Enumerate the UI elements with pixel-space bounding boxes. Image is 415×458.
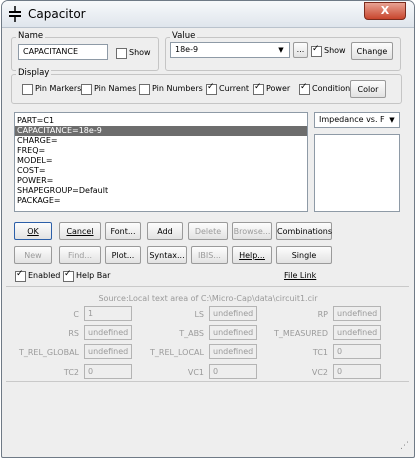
param-value-t-rel-global: undefined xyxy=(84,344,132,359)
capacitor-icon xyxy=(8,6,22,22)
name-show-label: Show xyxy=(129,48,151,57)
title-bar[interactable] xyxy=(2,1,414,28)
browse-button: Browse... xyxy=(232,222,272,240)
list-item[interactable]: PART=C1 xyxy=(17,116,55,125)
power-label: Power xyxy=(266,84,291,93)
param-value-c: 1 xyxy=(84,306,132,321)
list-item-selected[interactable]: CAPACITANCE=18e-9 xyxy=(15,126,307,136)
param-value-rp: undefined xyxy=(333,306,381,321)
help-button[interactable]: Help... xyxy=(232,246,272,264)
value-show-label: Show xyxy=(324,46,346,55)
value-group-label: Value xyxy=(172,31,196,41)
delete-button: Delete xyxy=(188,222,228,240)
param-label-t-rel-global: T_REL_GLOBAL xyxy=(18,348,79,357)
resize-grip-icon[interactable]: ⋰ xyxy=(400,441,409,451)
current-label: Current xyxy=(219,84,250,93)
capacitor-dialog xyxy=(1,0,415,458)
font-button[interactable]: Font... xyxy=(105,222,141,240)
list-item[interactable]: PACKAGE= xyxy=(17,196,61,205)
list-item[interactable]: FREQ= xyxy=(17,146,46,155)
param-value-t-abs: undefined xyxy=(209,325,257,340)
param-value-ls: undefined xyxy=(209,306,257,321)
close-button[interactable]: X xyxy=(364,2,406,20)
param-label-vc2: VC2 xyxy=(311,368,328,377)
list-item[interactable]: SHAPEGROUP=Default xyxy=(17,186,109,195)
list-item[interactable]: COST= xyxy=(17,166,46,175)
current-checkbox[interactable] xyxy=(206,84,217,95)
param-label-tc1: TC1 xyxy=(312,348,328,357)
color-button[interactable]: Color xyxy=(350,80,386,98)
pin-names-checkbox[interactable] xyxy=(81,84,92,95)
param-label-tc2: TC2 xyxy=(63,368,79,377)
param-value-vc1: 0 xyxy=(209,364,257,379)
value-dropdown-arrow-icon[interactable]: ▼ xyxy=(278,46,284,54)
pin-markers-checkbox[interactable] xyxy=(22,84,33,95)
cancel-button[interactable]: Cancel xyxy=(59,222,101,240)
help-bar-label: Help Bar xyxy=(76,271,111,280)
list-item[interactable]: MODEL= xyxy=(17,156,53,165)
param-value-tc2: 0 xyxy=(84,364,132,379)
name-field[interactable]: CAPACITANCE xyxy=(18,44,108,60)
param-value-t-measured: undefined xyxy=(333,325,381,340)
param-label-ls: LS xyxy=(194,310,204,319)
help-bar-area xyxy=(6,381,409,454)
single-button[interactable]: Single xyxy=(276,246,332,264)
enabled-label: Enabled xyxy=(28,271,61,280)
name-show-checkbox[interactable] xyxy=(116,48,127,59)
param-label-rs: RS xyxy=(68,329,79,338)
condition-checkbox[interactable] xyxy=(299,84,310,95)
ok-button[interactable]: OK xyxy=(14,222,52,240)
find-button: Find... xyxy=(59,246,101,264)
power-checkbox[interactable] xyxy=(253,84,264,95)
param-value-tc1: 0 xyxy=(333,344,381,359)
param-label-c: C xyxy=(73,310,79,319)
divider xyxy=(6,286,409,287)
condition-label: Condition xyxy=(312,84,351,93)
param-value-t-rel-local: undefined xyxy=(209,344,257,359)
combinations-button[interactable]: Combinations xyxy=(276,222,332,240)
value-show-checkbox[interactable] xyxy=(311,46,322,57)
display-group-label: Display xyxy=(18,68,50,78)
pin-numbers-label: Pin Numbers xyxy=(152,84,203,93)
list-item[interactable]: CHARGE= xyxy=(17,136,58,145)
pin-names-label: Pin Names xyxy=(94,84,137,93)
add-button[interactable]: Add xyxy=(147,222,183,240)
enabled-checkbox[interactable] xyxy=(15,271,26,282)
attribute-list[interactable] xyxy=(14,112,308,212)
param-label-t-rel-local: T_REL_LOCAL xyxy=(150,348,204,357)
list-item[interactable]: POWER= xyxy=(17,176,54,185)
change-button[interactable]: Change xyxy=(351,42,393,60)
new-button: New xyxy=(14,246,52,264)
source-text: Source:Local text area of C:\Micro-Cap\data\circuit1.cir xyxy=(98,294,318,303)
param-value-rs: undefined xyxy=(84,325,132,340)
plot-dropdown-arrow-icon[interactable]: ▼ xyxy=(389,116,395,124)
param-label-rp: RP xyxy=(317,310,328,319)
help-bar-checkbox[interactable] xyxy=(63,271,74,282)
param-value-vc2: 0 xyxy=(333,364,381,379)
pin-numbers-checkbox[interactable] xyxy=(139,84,150,95)
window-title: Capacitor xyxy=(28,7,86,21)
value-browse-button[interactable]: ... xyxy=(293,42,308,58)
ibis-button: IBIS... xyxy=(191,246,228,264)
plot-button[interactable]: Plot... xyxy=(105,246,141,264)
param-label-t-abs: T_ABS xyxy=(179,329,204,338)
syntax-button[interactable]: Syntax... xyxy=(147,246,187,264)
plot-preview-area xyxy=(314,134,400,212)
pin-markers-label: Pin Markers xyxy=(35,84,82,93)
param-label-vc1: VC1 xyxy=(187,368,204,377)
value-combobox[interactable]: 18e-9 xyxy=(170,42,290,58)
plot-type-select[interactable]: Impedance vs. F xyxy=(314,112,400,128)
name-group-label: Name xyxy=(18,31,44,41)
param-label-t-measured: T_MEASURED xyxy=(273,329,328,338)
file-link[interactable]: File Link xyxy=(284,271,317,280)
